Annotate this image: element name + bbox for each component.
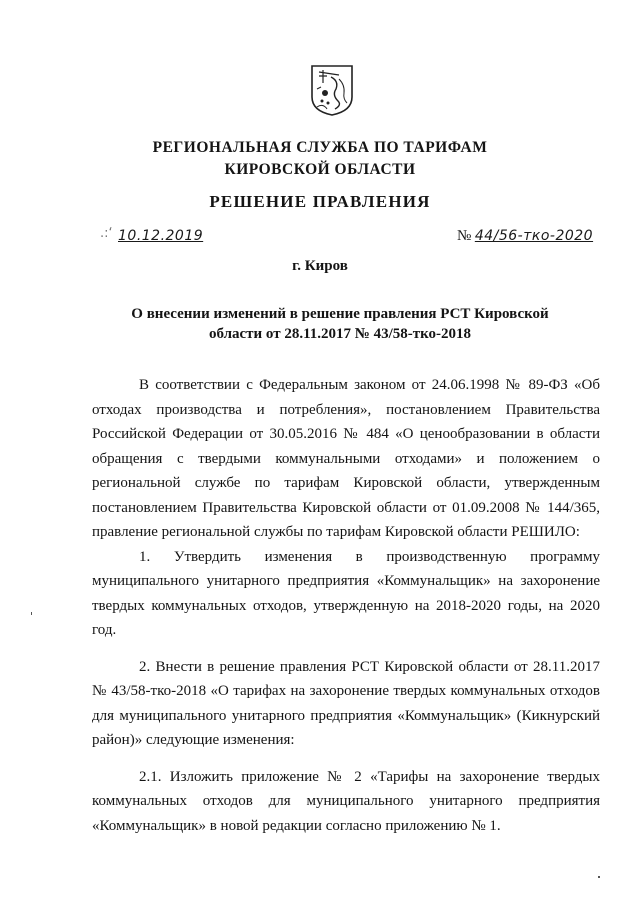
kirov-coat-of-arms-icon	[309, 63, 355, 117]
city-line: г. Киров	[292, 258, 348, 274]
document-title: РЕШЕНИЕ ПРАВЛЕНИЯ	[209, 192, 431, 211]
document-date: 10.12.2019	[118, 228, 204, 244]
document-body	[92, 373, 600, 850]
document-number-value: 44/56-тко-2020	[474, 228, 594, 244]
number-sign: №	[457, 228, 472, 244]
item-2-paragraph: 2. Внести в решение правления РСТ Кировской области от 28.11.2017 № 43/58-тко-2018 «О тарифах на захоронение твердых коммунальных отходов для муниципального унитарного предприятия «Коммунальщик» (Кикнурский район)» следующие изменения:	[92, 658, 600, 748]
date-prefix-mark: .:‘	[100, 226, 113, 241]
scan-speck	[31, 612, 32, 615]
document-number	[457, 228, 593, 245]
organization-name-line2: КИРОВСКОЙ ОБЛАСТИ	[224, 161, 416, 178]
scan-speck	[598, 876, 600, 878]
item-2-1-paragraph: 2.1. Изложить приложение № 2 «Тарифы на захоронение твердых коммунальных отходов для муниципального унитарного предприятия «Коммунальщик» в новой редакции согласно приложению № 1.	[92, 768, 600, 834]
preamble-paragraph: В соответствии с Федеральным законом от 24.06.1998 № 89-ФЗ «Об отходах производства и потребления», постановлением Правительства Российской Федерации от 30.05.2016 № 484 «О ценообразовании в области обращения с твердыми коммунальными отходами» и положением о региональной службе по тарифам Кировской области, утвержденным постановлением Правительства Кировской области от 01.09.2008 № 144/365, правление региональной службы по тарифам Кировской области РЕШИЛО:	[92, 377, 600, 540]
document-subject: О внесении изменений в решение правления РСТ Кировской области от 28.11.2017 № 43/58-тко-2018	[131, 306, 549, 342]
item-1-paragraph: 1. Утвердить изменения в производственную программу муниципального унитарного предприятия «Коммунальщик» на захоронение твердых коммунальных отходов, утвержденную на 2018-2020 годы, на 2020 год.	[92, 548, 600, 638]
organization-name-line1: РЕГИОНАЛЬНАЯ СЛУЖБА ПО ТАРИФАМ	[152, 139, 488, 156]
